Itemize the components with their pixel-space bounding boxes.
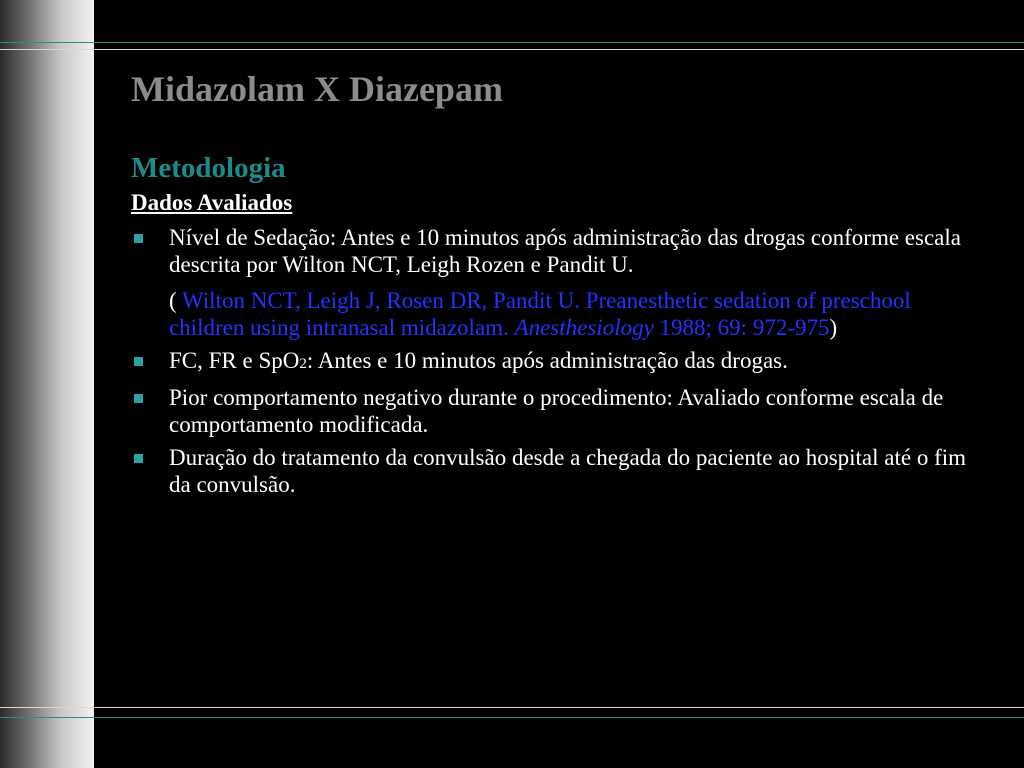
reference-text: Wilton NCT, Leigh J, Rosen DR, Pandit U. Preanesthetic sedation of preschool children using intranasal midazolam.: [169, 288, 911, 340]
reference-open-paren: (: [169, 288, 182, 313]
list-item: [131, 444, 991, 498]
bullet-text: Duração do tratamento da convulsão desde a chegada do paciente ao hospital até o fim da convulsão.: [169, 445, 967, 497]
square-bullet-icon: [134, 454, 143, 463]
bullet-text: Pior comportamento negativo durante o procedimento: Avaliado conforme escala de comportamento modificada.: [169, 385, 944, 437]
bullet-list: [131, 224, 991, 278]
bullet-text-after: : Antes e 10 minutos após administração das drogas.: [306, 348, 788, 373]
square-bullet-icon: [134, 394, 143, 403]
bottom-white-line: [0, 707, 1024, 708]
reference-close-paren: ): [829, 315, 838, 340]
slide-content: [131, 150, 991, 498]
bullet-text-before: FC, FR e SpO: [169, 348, 300, 373]
bottom-teal-line: [0, 717, 1024, 718]
slide-subtitle: Metodologia: [131, 152, 286, 184]
reference-journal: Anesthesiology: [514, 315, 654, 340]
left-gradient-band: [0, 0, 94, 768]
reference-citation: [131, 287, 991, 341]
square-bullet-icon: [134, 234, 143, 243]
bullet-list-continued: [131, 347, 991, 498]
list-item: [131, 347, 991, 378]
slide-title: Midazolam X Diazepam: [131, 69, 503, 109]
top-white-line: [0, 49, 1024, 50]
top-teal-line: [0, 42, 1024, 43]
reference-citation-numbers: 1988; 69: 972-975: [653, 315, 830, 340]
list-item: [131, 224, 991, 278]
list-item: [131, 384, 991, 438]
bullet-text: Nível de Sedação: Antes e 10 minutos após administração das drogas conforme escala descrita por Wilton NCT, Leigh Rozen e Pandit U.: [169, 225, 961, 277]
square-bullet-icon: [134, 357, 143, 366]
bullet-subscript: 2: [299, 356, 307, 372]
section-heading: Dados Avaliados: [131, 190, 293, 215]
